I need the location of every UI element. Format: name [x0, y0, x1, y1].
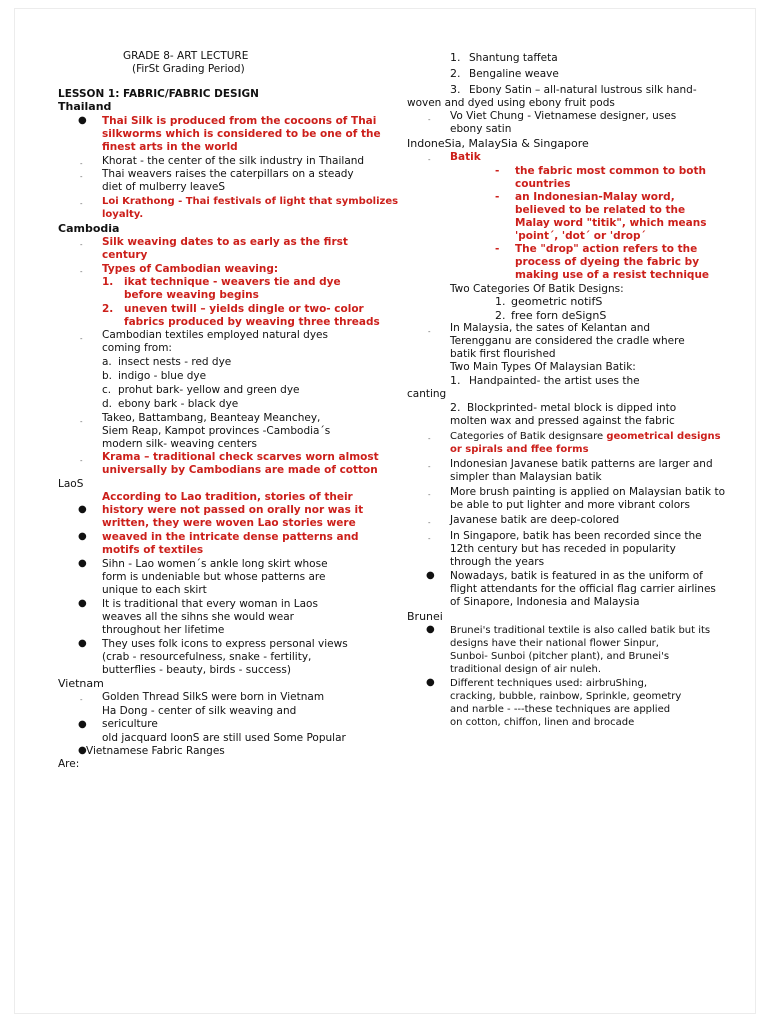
dash-icon: -: [428, 519, 431, 527]
bullet-icon: ●: [426, 677, 435, 688]
bullet-icon: ●: [78, 115, 87, 126]
dye-d-letter: d.: [102, 398, 113, 410]
ha-dong-line2: sericulture: [102, 718, 158, 730]
dash-icon: -: [428, 491, 431, 499]
deep-colored-line: Javanese batik are deep-colored: [450, 514, 620, 526]
weaving-types-heading: Types of Cambodian weaving:: [102, 263, 279, 275]
folk-icons-line3: butterflies - beauty, birds - success): [102, 664, 291, 676]
lao-tradition-line3: written, they were woven Lao stories were: [102, 517, 356, 529]
nowadays-line3: of Sinapore, Indonesia and Malaysia: [450, 596, 640, 608]
batik-heading: Batik: [450, 151, 481, 163]
batik-def1-line2: countries: [515, 178, 571, 190]
lao-women-line3: throughout her lifetime: [102, 624, 225, 636]
dash-icon: -: [428, 156, 431, 164]
dash-icon: -: [428, 328, 431, 336]
dye-b-letter: b.: [102, 370, 113, 382]
krama-line2: universally by Cambodians are made of cotton: [102, 464, 378, 476]
dash-icon: -: [80, 173, 83, 181]
twill-line1: uneven twill – yields dingle or two- color: [124, 303, 364, 315]
dash-icon: -: [80, 457, 83, 465]
dash-icon: -: [428, 463, 431, 471]
lao-women-line2: weaves all the sihns she would wear: [102, 611, 294, 623]
provinces-line3: modern silk- weaving centers: [102, 438, 257, 450]
bullet-icon: ●: [78, 558, 87, 569]
batik-def3-line1: The "drop" action refers to the: [515, 243, 698, 255]
brunei-heading: Brunei: [407, 610, 443, 623]
krama-line1: Krama – traditional check scarves worn almost: [102, 451, 379, 463]
bullet-icon: ●: [78, 745, 87, 756]
dash-icon: -: [80, 241, 83, 249]
vo-viet-chung-line1: Vo Viet Chung - Vietnamese designer, uses: [450, 110, 677, 122]
cambodia-silk-line1: Silk weaving dates to as early as the first: [102, 236, 348, 248]
fabric-range-1: Shantung taffeta: [469, 52, 558, 64]
ebony-satin-line1: Ebony Satin – all-natural lustrous silk hand-: [469, 84, 697, 96]
brunei-textile-line4: traditional design of air nuleh.: [450, 664, 602, 675]
batik-def3-line3: making use of a resist technique: [515, 269, 710, 281]
category-2: free forn deSignS: [511, 309, 607, 322]
natural-dyes-line1: Cambodian textiles employed natural dyes: [102, 329, 328, 341]
lesson-heading: LESSON 1: FABRIC/FABRIC DESIGN: [58, 88, 259, 100]
provinces-line1: Takeo, Battambang, Beanteay Meanchey,: [102, 412, 321, 424]
type-1-number: 1.: [450, 374, 461, 387]
thai-silk-line1: Thai Silk is produced from the cocoons of Thai: [102, 115, 377, 127]
jacquard-line2: Vietnamese Fabric Ranges: [86, 745, 225, 757]
singapore-line2: 12th century but has receded in popularity: [450, 543, 676, 555]
dash-icon: -: [428, 535, 431, 543]
thai-silk-line2: silkworms which is considered to be one of the: [102, 128, 381, 140]
brunei-textile-line2: designs have their national flower Sinpur,: [450, 638, 659, 649]
sihn-line3: unique to each skirt: [102, 584, 207, 596]
dye-a: insect nests - red dye: [118, 356, 232, 368]
khorat-line: Khorat - the center of the silk industry in Thailand: [102, 155, 365, 167]
fabric-range-2: Bengaline weave: [469, 68, 559, 80]
bullet-icon: ●: [78, 638, 87, 649]
vietnam-heading: Vietnam: [58, 677, 104, 690]
bullet-icon: ●: [78, 531, 87, 542]
lao-tradition-line1: According to Lao tradition, stories of their: [102, 491, 353, 503]
thai-silk-line3: finest arts in the world: [102, 141, 238, 153]
dash-icon: -: [80, 160, 83, 168]
twill-line2: fabrics produced by weaving three threads: [124, 316, 380, 328]
ikat-line1: ikat technique - weavers tie and dye: [124, 276, 341, 288]
dye-c-letter: c.: [102, 384, 112, 396]
twill-number: 2.: [102, 303, 114, 315]
bullet-icon: ●: [426, 570, 435, 581]
cambodia-heading: Cambodia: [58, 222, 120, 235]
techniques-line2: cracking, bubble, rainbow, Sprinkle, geometry: [450, 691, 682, 702]
ikat-line2: before weaving begins: [124, 289, 259, 301]
category-2-number: 2.: [495, 309, 506, 322]
fabric-3-number: 3.: [450, 83, 461, 96]
nowadays-text: Nowadays, batik is featured in as the: [450, 570, 646, 582]
vo-viet-chung-line2: ebony satin: [450, 123, 512, 135]
bullet-icon: ●: [78, 719, 87, 730]
batik-def2-line1: an Indonesian-Malay word,: [515, 191, 675, 203]
jacquard-line3: Are:: [58, 758, 80, 770]
dash-icon: -: [428, 435, 431, 443]
dye-d: ebony bark - black dye: [118, 398, 239, 410]
sihn-line1: Sihn - Lao women´s ankle long skirt whose: [102, 558, 328, 570]
javanese-line1: Indonesian Javanese batik patterns are larger and: [450, 458, 713, 470]
dash-icon: -: [80, 418, 83, 426]
malaysian-types-heading: Two Main Types Of Malaysian Batik:: [450, 361, 636, 373]
bullet-icon: ●: [78, 504, 87, 515]
golden-thread-line: Golden Thread SilkS were born in Vietnam: [102, 691, 325, 703]
malaysia-line2: Terengganu are considered the cradle where: [450, 335, 685, 347]
loi-krathong-line2: loyalty.: [102, 209, 144, 220]
provinces-line2: Siem Reap, Kampot provinces -Cambodia´s: [102, 425, 331, 437]
batik-def1-line1: the fabric most common to both: [515, 165, 706, 177]
brush-line1: More brush painting is applied on Malaysian batik to: [450, 486, 725, 498]
singapore-line3: through the years: [450, 556, 545, 568]
ebony-satin-line2: woven and dyed using ebony fruit pods: [407, 97, 615, 109]
thai-weavers-line2: diet of mulberry leaveS: [102, 181, 226, 193]
blockprinted-line2: molten wax and pressed against the fabric: [450, 415, 675, 427]
techniques-line1: Different techniques used: airbruShing,: [450, 678, 647, 689]
batik-categories-note: [450, 430, 721, 443]
bullet-icon: ●: [78, 598, 87, 609]
ha-dong-line1: Ha Dong - center of silk weaving and: [102, 705, 297, 717]
batik-def2-line3: Malay word "titik", which means: [515, 217, 707, 229]
dash-icon: -: [80, 268, 83, 276]
dye-b: indigo - blue dye: [118, 370, 207, 382]
lecture-title: GRADE 8- ART LECTURE: [123, 50, 249, 62]
dash-icon: -: [495, 243, 500, 255]
lao-tradition-line2: history were not passed on orally nor was it: [102, 504, 364, 516]
categories-note-red-line2: or spirals and ffee forms: [450, 444, 589, 455]
batik-categories-heading: Two Categories Of Batik Designs:: [450, 283, 624, 295]
region-heading: IndoneSia, MalaySia & Singapore: [407, 137, 589, 150]
loi-krathong-line1: Loi Krathong - Thai festivals of light that symbolizes: [102, 196, 399, 207]
folk-icons-line1: They uses folk icons to express personal views: [102, 638, 348, 650]
natural-dyes-line2: coming from:: [102, 342, 172, 354]
dash-icon: -: [80, 335, 83, 343]
bullet-icon: ●: [426, 624, 435, 635]
type-2-number: 2.: [450, 401, 461, 414]
batik-def2-line4: 'point´, 'dot´ or 'drop´: [515, 230, 646, 242]
thai-weavers-line1: Thai weavers raises the caterpillars on a steady: [102, 168, 354, 180]
brunei-textile-line1: Brunei's traditional textile is also called batik but its: [450, 625, 711, 636]
fabric-1-number: 1.: [450, 51, 461, 64]
dash-icon: -: [428, 116, 431, 124]
malaysia-line1: In Malaysia, the sates of Kelantan and: [450, 322, 651, 334]
brush-line2: be able to put lighter and more vibrant colors: [450, 499, 690, 511]
batik-def2-line2: believed to be related to the: [515, 204, 686, 216]
lao-tradition-line4: weaved in the intricate dense patterns and: [102, 531, 359, 543]
dash-icon: -: [495, 191, 500, 203]
lao-women-line1: It is traditional that every woman in Laos: [102, 598, 318, 610]
jacquard-line1: old jacquard loonS are still used Some Popular: [102, 732, 346, 744]
brunei-textile-line3: Sunboi- Sunboi (pitcher plant), and Brunei's: [450, 651, 670, 662]
batik-def3-line2: process of dyeing the fabric by: [515, 256, 700, 268]
handpainted-line1: Handpainted- the artist uses the: [469, 375, 640, 387]
techniques-line3: and narble - ---these techniques are applied: [450, 704, 671, 715]
category-1: geometric notifS: [511, 295, 603, 308]
categories-note-red: geometrical designs: [606, 431, 721, 442]
malaysia-line3: batik first flourished: [450, 348, 556, 360]
nowadays-uniform: uniform of: [648, 570, 703, 582]
nowadays-line2: flight attendants for the official flag carrier airlines: [450, 583, 716, 595]
cambodia-silk-line2: century: [102, 249, 148, 261]
dash-icon: -: [495, 165, 500, 177]
javanese-line2: simpler than Malaysian batik: [450, 471, 602, 483]
categories-note-text: Categories of Batik designsare: [450, 431, 604, 442]
nowadays-line1: [450, 570, 703, 583]
dash-icon: -: [80, 696, 83, 704]
folk-icons-line2: (crab - resourcefulness, snake - fertility,: [102, 651, 312, 663]
sihn-line2: form is undeniable but whose patterns are: [102, 571, 326, 583]
lao-tradition-line5: motifs of textiles: [102, 544, 204, 556]
thailand-heading: Thailand: [58, 100, 112, 113]
singapore-line1: In Singapore, batik has been recorded since the: [450, 530, 702, 542]
dye-c: prohut bark- yellow and green dye: [118, 384, 300, 396]
ikat-number: 1.: [102, 276, 114, 288]
handpainted-line2: canting: [407, 388, 447, 400]
laos-heading: LaoS: [58, 478, 84, 490]
techniques-line4: on cotton, chiffon, linen and brocade: [450, 717, 635, 728]
fabric-2-number: 2.: [450, 67, 461, 80]
category-1-number: 1.: [495, 295, 506, 308]
grading-period: (FirSt Grading Period): [132, 63, 245, 75]
dye-a-letter: a.: [102, 356, 112, 368]
blockprinted-line1: Blockprinted- metal block is dipped into: [467, 402, 677, 414]
dash-icon: -: [80, 200, 83, 208]
